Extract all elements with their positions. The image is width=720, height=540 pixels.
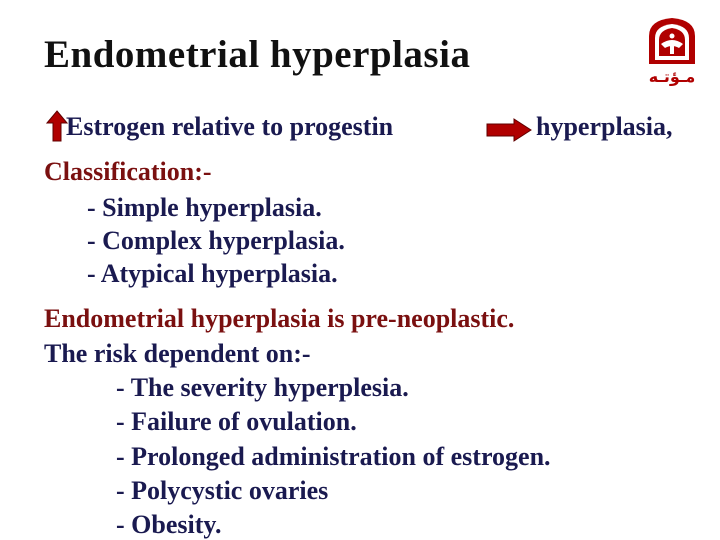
- risk-item: - Prolonged administration of estrogen.: [116, 442, 551, 471]
- university-emblem-icon: [637, 14, 707, 86]
- estrogen-text: Estrogen relative to progestin: [66, 112, 394, 141]
- classification-item: - Complex hyperplasia.: [87, 226, 345, 255]
- classification-heading: Classification:-: [44, 157, 212, 186]
- pre-neoplastic-statement: Endometrial hyperplasia is pre-neoplastic.: [44, 304, 515, 333]
- classification-item: - Atypical hyperplasia.: [87, 259, 338, 288]
- slide-title: Endometrial hyperplasia: [44, 33, 471, 76]
- risk-heading: The risk dependent on:-: [44, 339, 311, 368]
- risk-item: - Failure of ovulation.: [116, 407, 357, 436]
- risk-item: - Polycystic ovaries: [116, 476, 329, 505]
- up-arrow-icon: [46, 110, 68, 147]
- logo-text: مـؤتـه: [648, 67, 696, 86]
- risk-item: - The severity hyperplesia.: [116, 373, 409, 402]
- right-arrow-icon: [486, 118, 532, 147]
- hyperplasia-text: hyperplasia,: [536, 112, 673, 141]
- risk-item: - Obesity.: [116, 510, 222, 539]
- classification-item: - Simple hyperplasia.: [87, 193, 322, 222]
